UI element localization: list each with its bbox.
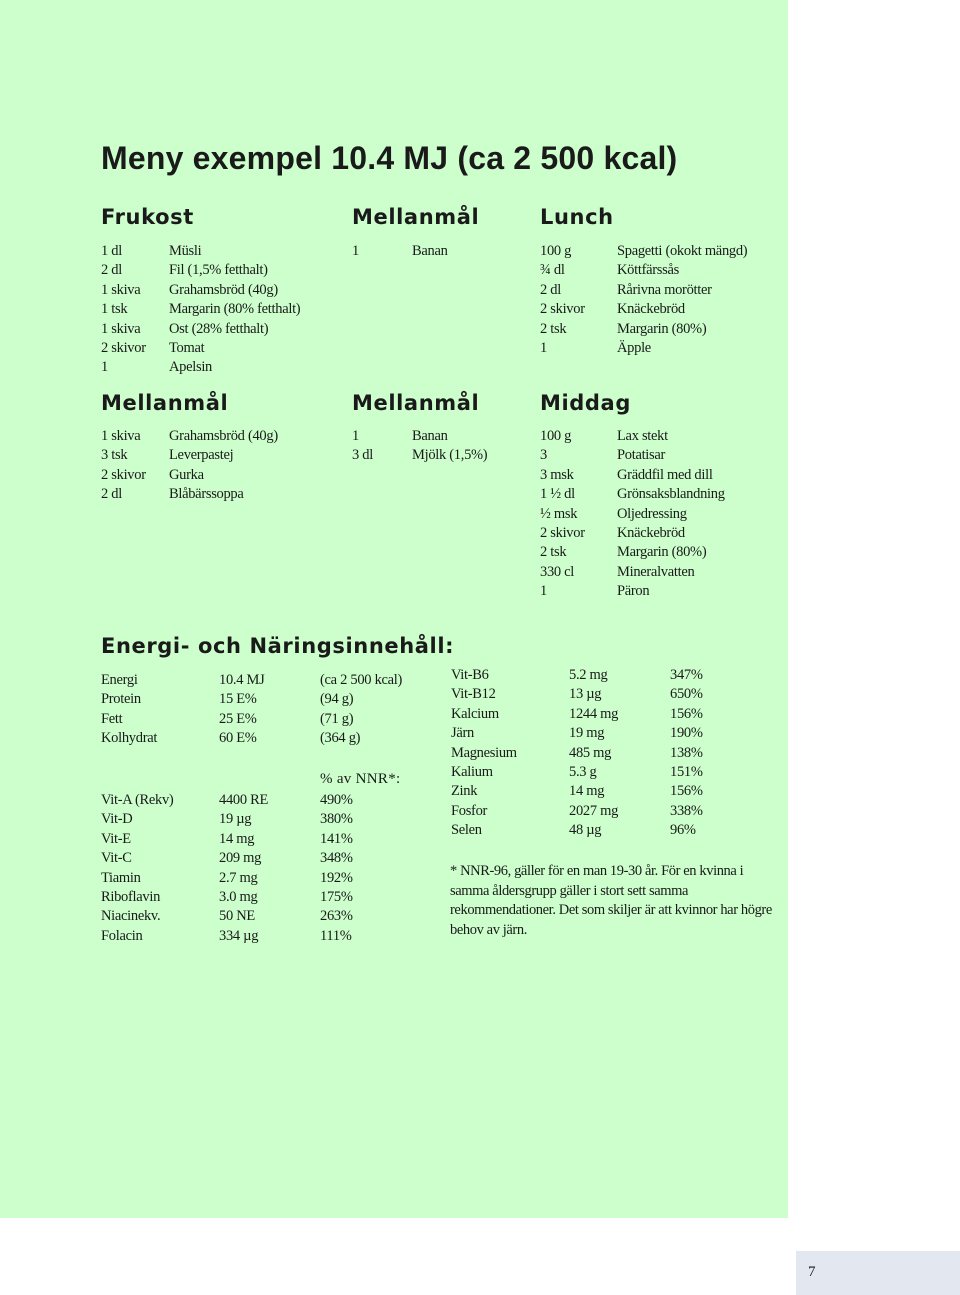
- cell-amount: 14 mg: [219, 830, 255, 847]
- cell-food: Knäckebröd: [617, 301, 685, 318]
- page-title: Meny exempel 10.4 MJ (ca 2 500 kcal): [101, 140, 678, 176]
- cell-name: Vit-E: [101, 830, 131, 847]
- cell-name: Fosfor: [451, 802, 488, 819]
- cell-qty: 1: [540, 339, 547, 356]
- cell-amount: 209 mg: [219, 850, 262, 867]
- cell-qty: 330 cl: [540, 563, 575, 580]
- nnr-footnote: * NNR-96, gäller för en man 19-30 år. För en kvinna i samma åldersgrupp gäller i stort sett samma rekommendationer. Det som skiljer är att kvinnor har högre behov av järn.: [450, 863, 772, 938]
- cell-food: Apelsin: [169, 359, 213, 376]
- cell-qty: 3 dl: [352, 447, 373, 464]
- cell-amount: 1244 mg: [569, 705, 619, 722]
- cell-qty: 1: [540, 583, 547, 600]
- cell-name: Selen: [451, 822, 482, 839]
- cell-percent: 380%: [320, 811, 353, 828]
- cell-amount: 14 mg: [569, 783, 605, 800]
- cell-food: Mineralvatten: [617, 563, 695, 580]
- heading-mellanmal-1: Mellanmål: [352, 205, 480, 229]
- cell-food: Margarin (80%): [617, 320, 707, 337]
- cell-food: Grahamsbröd (40g): [169, 281, 278, 298]
- cell-food: Oljedressing: [617, 505, 687, 522]
- cell-food: Rårivna morötter: [617, 281, 712, 298]
- cell-food: Margarin (80%): [617, 544, 707, 561]
- cell-food: Müsli: [169, 243, 202, 259]
- cell-percent: 192%: [320, 869, 353, 886]
- cell-qty: 1 dl: [101, 243, 122, 259]
- cell-qty: 1: [352, 243, 359, 259]
- cell-qty: 2 skivor: [540, 524, 585, 541]
- cell-name: Niacinekv.: [101, 908, 161, 925]
- cell-name: Järn: [451, 725, 474, 742]
- cell-qty: ½ msk: [540, 505, 578, 522]
- cell-name: Fett: [101, 710, 123, 727]
- cell-food: Gurka: [169, 466, 204, 483]
- cell-qty: 2 tsk: [540, 544, 567, 561]
- cell-qty: 3 msk: [540, 466, 574, 483]
- cell-food: Banan: [412, 428, 448, 444]
- cell-qty: 1 ½ dl: [540, 486, 575, 503]
- heading-frukost: Frukost: [101, 205, 194, 229]
- cell-name: Riboflavin: [101, 888, 161, 905]
- cell-qty: 1 skiva: [101, 281, 141, 298]
- heading-lunch: Lunch: [540, 205, 614, 229]
- cell-name: Energi: [101, 672, 138, 688]
- cell-percent: 490%: [320, 792, 353, 808]
- cell-qty: 1: [101, 359, 108, 376]
- cell-amount: 5.2 mg: [569, 667, 608, 683]
- cell-amount: 4400 RE: [219, 792, 269, 808]
- cell-name: Kolhydrat: [101, 730, 158, 747]
- cell-qty: 1 tsk: [101, 301, 128, 318]
- cell-qty: 1 skiva: [101, 428, 141, 444]
- cell-qty: 2 skivor: [101, 466, 146, 483]
- cell-food: Leverpastej: [169, 447, 234, 464]
- cell-amount: 15 E%: [219, 691, 257, 708]
- cell-food: Potatisar: [617, 447, 666, 464]
- cell-name: Kalcium: [451, 705, 499, 722]
- heading-mellanmal-2: Mellanmål: [101, 391, 229, 415]
- cell-percent: 650%: [670, 686, 703, 703]
- cell-extra: (94 g): [320, 691, 354, 708]
- cell-percent: 190%: [670, 725, 703, 742]
- cell-percent: 141%: [320, 830, 353, 847]
- cell-food: Lax stekt: [617, 428, 668, 444]
- cell-amount: 485 mg: [569, 744, 612, 761]
- page-number: 7: [808, 1264, 816, 1280]
- cell-amount: 25 E%: [219, 710, 257, 727]
- cell-food: Banan: [412, 243, 448, 259]
- cell-name: Zink: [451, 783, 478, 800]
- cell-name: Tiamin: [101, 869, 141, 886]
- cell-qty: 3: [540, 447, 547, 464]
- cell-food: Mjölk (1,5%): [412, 447, 488, 464]
- cell-percent: 348%: [320, 850, 353, 867]
- cell-percent: 175%: [320, 888, 353, 905]
- cell-amount: 2027 mg: [569, 802, 619, 819]
- cell-amount: 10.4 MJ: [219, 672, 265, 688]
- cell-percent: 263%: [320, 908, 353, 925]
- cell-qty: 2 skivor: [101, 339, 146, 356]
- cell-amount: 2.7 mg: [219, 869, 258, 886]
- cell-qty: 2 dl: [101, 486, 122, 503]
- cell-qty: ¾ dl: [540, 262, 565, 279]
- cell-percent: 347%: [670, 667, 703, 683]
- cell-name: Vit-A (Rekv): [101, 792, 174, 808]
- cell-percent: 111%: [320, 927, 352, 944]
- cell-amount: 19 mg: [569, 725, 605, 742]
- cell-extra: (364 g): [320, 730, 361, 747]
- cell-food: Ost (28% fetthalt): [169, 320, 269, 337]
- cell-food: Köttfärssås: [617, 262, 679, 279]
- cell-food: Grahamsbröd (40g): [169, 428, 278, 444]
- nutrition-heading: Energi- och Näringsinnehåll:: [101, 634, 455, 658]
- cell-extra: (ca 2 500 kcal): [320, 672, 403, 688]
- cell-amount: 19 µg: [219, 811, 252, 828]
- heading-middag: Middag: [540, 391, 631, 415]
- cell-food: Knäckebröd: [617, 524, 685, 541]
- cell-qty: 100 g: [540, 428, 572, 444]
- cell-percent: 338%: [670, 802, 703, 819]
- cell-name: Vit-C: [101, 850, 132, 867]
- cell-percent: 156%: [670, 705, 703, 722]
- cell-food: Grönsaksblandning: [617, 486, 725, 503]
- cell-qty: 2 dl: [540, 281, 561, 298]
- cell-name: Kalium: [451, 763, 493, 780]
- cell-qty: 2 tsk: [540, 320, 567, 337]
- cell-amount: 13 µg: [569, 686, 602, 703]
- cell-food: Gräddfil med dill: [617, 466, 713, 483]
- nnr-percent-heading: % av NNR*:: [320, 771, 401, 787]
- cell-food: Margarin (80% fetthalt): [169, 301, 301, 318]
- cell-food: Tomat: [169, 339, 205, 356]
- cell-amount: 50 NE: [219, 908, 255, 925]
- cell-qty: 2 skivor: [540, 301, 585, 318]
- cell-food: Fil (1,5% fetthalt): [169, 262, 268, 279]
- cell-amount: 60 E%: [219, 730, 257, 747]
- cell-amount: 3.0 mg: [219, 888, 258, 905]
- cell-name: Vit-B6: [451, 667, 489, 683]
- cell-amount: 334 µg: [219, 927, 259, 944]
- page-number-box: [796, 1251, 960, 1295]
- cell-name: Vit-B12: [451, 686, 496, 703]
- cell-food: Spagetti (okokt mängd): [617, 243, 748, 259]
- cell-name: Protein: [101, 691, 141, 708]
- heading-mellanmal-3: Mellanmål: [352, 391, 480, 415]
- cell-name: Magnesium: [451, 744, 517, 761]
- cell-qty: 1: [352, 428, 359, 444]
- cell-food: Blåbärssoppa: [169, 486, 244, 503]
- cell-extra: (71 g): [320, 710, 354, 727]
- cell-name: Folacin: [101, 927, 143, 944]
- cell-qty: 1 skiva: [101, 320, 141, 337]
- cell-qty: 2 dl: [101, 262, 122, 279]
- cell-name: Vit-D: [101, 811, 133, 828]
- cell-percent: 151%: [670, 763, 703, 780]
- cell-percent: 138%: [670, 744, 703, 761]
- cell-food: Äpple: [617, 339, 651, 356]
- cell-percent: 96%: [670, 822, 696, 839]
- cell-qty: 100 g: [540, 243, 572, 259]
- cell-food: Päron: [617, 583, 650, 600]
- cell-qty: 3 tsk: [101, 447, 128, 464]
- cell-amount: 5.3 g: [569, 763, 597, 780]
- cell-amount: 48 µg: [569, 822, 602, 839]
- cell-percent: 156%: [670, 783, 703, 800]
